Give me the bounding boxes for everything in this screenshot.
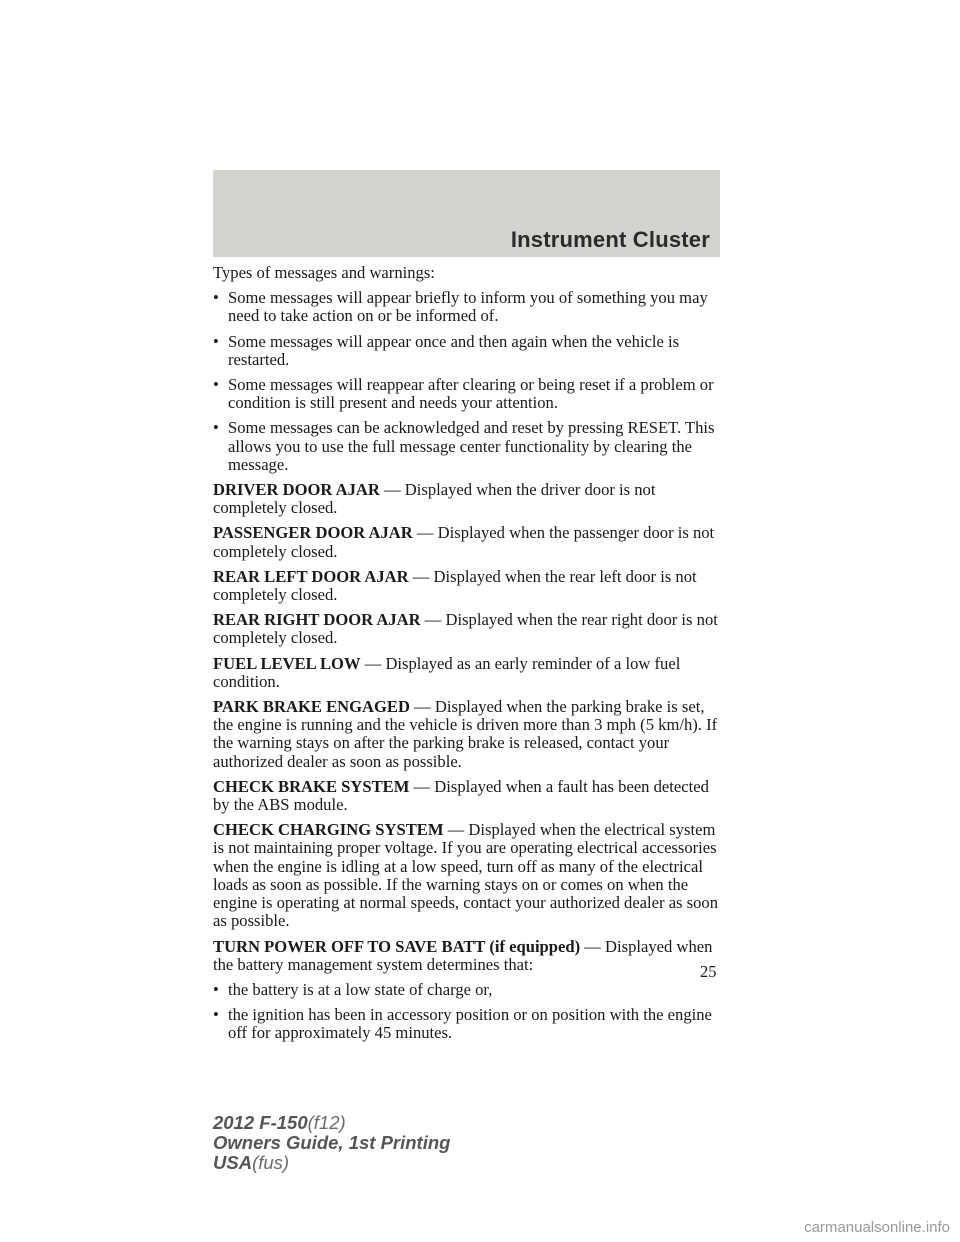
message-entry xyxy=(213,938,723,974)
message-entry xyxy=(213,568,723,604)
message-term: REAR RIGHT DOOR AJAR xyxy=(213,610,421,630)
message-entry xyxy=(213,821,723,930)
message-term: DRIVER DOOR AJAR xyxy=(213,480,380,500)
message-entry xyxy=(213,655,723,691)
bullet-icon: • xyxy=(213,418,219,438)
section-header-band xyxy=(213,170,720,257)
message-description: — Displayed as an early reminder of a low fuel condition. xyxy=(213,653,681,691)
footer-line-edition: Owners Guide, 1st Printing xyxy=(213,1132,451,1153)
message-term: PASSENGER DOOR AJAR xyxy=(213,523,413,543)
message-description: — Displayed when the rear left door is not completely closed. xyxy=(213,566,697,605)
section-title: Instrument Cluster xyxy=(510,227,710,252)
site-watermark: carmanualsonline.info xyxy=(804,1219,950,1236)
list-item: • Some messages can be acknowledged and reset by pressing RESET. This allows you to use the full message center functionality by clearing the message. xyxy=(213,418,715,474)
list-item: • Some messages will reappear after clearing or being reset if a problem or condition is still present and needs your attention. xyxy=(213,375,714,413)
list-item: • the battery is at a low state of charge or, xyxy=(213,979,493,999)
message-term: CHECK CHARGING SYSTEM xyxy=(213,820,444,840)
page-number: 25 xyxy=(700,962,717,981)
message-description: — Displayed when a fault has been detected by the ABS module. xyxy=(213,776,709,815)
list-item: • Some messages will appear once and then again when the vehicle is restarted. xyxy=(213,331,680,369)
message-types-list xyxy=(213,289,723,474)
message-description: — Displayed when the parking brake is set, the engine is running and the vehicle is driven more than 3 mph (5 km/h). If the warning stays on after the parking brake is released, contact your authorized dealer as soon as possible. xyxy=(213,697,718,771)
message-description: — Displayed when the electrical system is not maintaining proper voltage. If you are operating electrical accessories when the engine is idling at a low speed, turn off as many of the electrical loads as soon as possible. If the warning stays on or comes on when the engine is operating at normal speeds, contact your authorized dealer as soon as possible. xyxy=(213,820,719,931)
page-body xyxy=(213,264,723,1050)
bullet-icon: • xyxy=(213,331,219,351)
message-description: — Displayed when the rear right door is not completely closed. xyxy=(213,610,718,648)
message-description: — Displayed when the battery management system determines that: xyxy=(213,936,713,974)
message-entry xyxy=(213,481,723,517)
list-item: • the ignition has been in accessory position or on position with the engine off for approximately 45 minutes. xyxy=(213,1005,712,1043)
message-entry xyxy=(213,698,723,771)
bullet-icon: • xyxy=(213,288,219,308)
battery-conditions-list xyxy=(213,981,723,1043)
message-description: — Displayed when the driver door is not completely closed. xyxy=(213,480,656,518)
list-item: • Some messages will appear briefly to inform you of something you may need to take action on or be informed of. xyxy=(213,288,708,326)
message-entry xyxy=(213,611,723,647)
message-term: FUEL LEVEL LOW xyxy=(213,653,361,673)
message-term: TURN POWER OFF TO SAVE BATT (if equipped) xyxy=(213,936,581,956)
bullet-icon: • xyxy=(213,375,219,395)
message-description: — Displayed when the passenger door is not completely closed. xyxy=(213,523,715,561)
footer-line-model: 2012 F-150(f12) xyxy=(213,1112,346,1133)
footer-line-market: USA(fus) xyxy=(213,1152,290,1173)
intro-text: Types of messages and warnings: xyxy=(213,263,435,282)
message-term: REAR LEFT DOOR AJAR xyxy=(213,566,409,586)
message-entry xyxy=(213,778,723,814)
bullet-icon: • xyxy=(213,979,219,999)
bullet-icon: • xyxy=(213,1005,219,1025)
print-footer xyxy=(213,1113,450,1173)
message-term: PARK BRAKE ENGAGED xyxy=(213,697,410,717)
message-entry xyxy=(213,524,723,560)
message-term: CHECK BRAKE SYSTEM xyxy=(213,776,410,796)
